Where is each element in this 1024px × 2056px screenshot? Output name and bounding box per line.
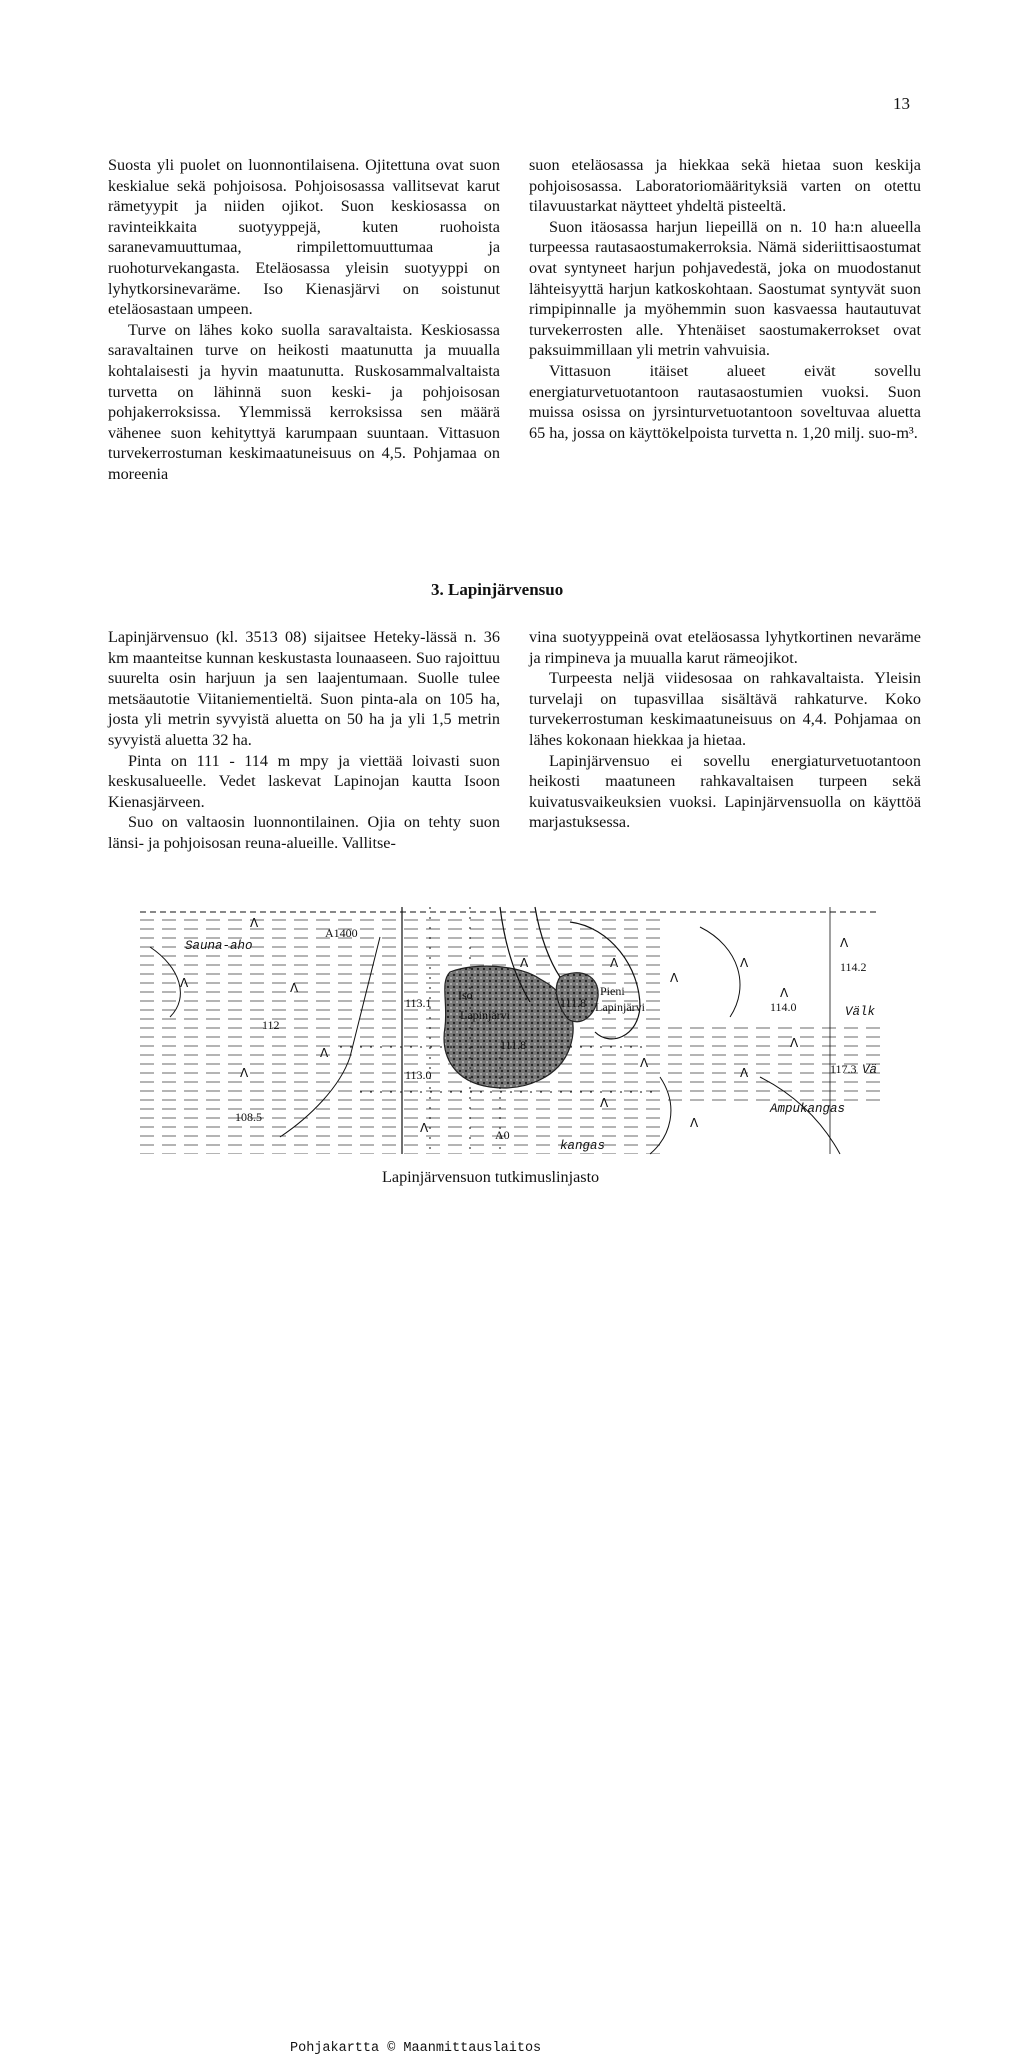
paragraph: Vittasuon itäiset alueet eivät sovellu energiaturvetuotantoon rautasaostumien vuoksi. Suon muissa osissa on jyrsinturvetuotantoon soveltuvaa aluetta 65 ha, jossa on käyttökelpoista turvetta n. 1,20 milj. suo-m³. — [529, 361, 921, 442]
map-caption: Lapinjärvensuon tutkimuslinjasto — [382, 1168, 600, 1186]
map-label-lapinjarvi-2: Lapinjärvi — [595, 1000, 645, 1014]
svg-text:Λ: Λ — [740, 956, 749, 970]
svg-text:Λ: Λ — [840, 936, 849, 950]
svg-text:Λ: Λ — [670, 971, 679, 985]
map-label-elev-114-2: 114.2 — [840, 960, 867, 974]
svg-text:Λ: Λ — [740, 1066, 749, 1080]
page-number: 13 — [893, 94, 910, 113]
section2-right-column — [529, 627, 921, 833]
svg-text:Λ: Λ — [240, 1066, 249, 1080]
svg-text:Λ: Λ — [640, 1056, 649, 1070]
svg-text:Λ: Λ — [290, 981, 299, 995]
map-graphic — [140, 907, 880, 1154]
section2-left-column — [108, 627, 500, 854]
svg-text:Λ: Λ — [250, 916, 259, 930]
paragraph: Suon itäosassa harjun liepeillä on n. 10 ha:n alueella turpeessa rautasaostumakerroksia. Nämä sideriittisaostumat ovat syntyneet harjun pohjavedestä, joka on muodostanut lähteisyyttä harjun katkoskohtaan. Saostumat syntyvät suon rimpipinnalle ja myöhemmin suon kasvaessa hautautuvat turvekerrosten alle. Yhtenäiset saostumakerrokset ovat paksuimmillaan yli metrin vahvuisia. — [529, 217, 921, 360]
section1-left-column — [108, 155, 500, 485]
section-heading: 3. Lapinjärvensuo — [431, 580, 564, 599]
map-label-valk: Välk — [845, 1005, 876, 1019]
map-label-a0: A0 — [495, 1128, 510, 1142]
map-label-sauna-aho: Sauna-aho — [185, 939, 253, 953]
paragraph: suon eteläosassa ja hiekkaa sekä hietaa suon keskija pohjoisosassa. Laboratoriomäärityksiä varten on otettu tilavuustarkat näytteet yhdeltä pisteeltä. — [529, 156, 921, 216]
map-label-elev-112: 112 — [262, 1018, 280, 1032]
svg-text:Λ: Λ — [320, 1046, 329, 1060]
map-label-kangas: kangas — [560, 1139, 606, 1153]
svg-text:Λ: Λ — [780, 986, 789, 1000]
map-label-elev-113-1: 113.1 — [405, 996, 432, 1010]
section1-right-column — [529, 155, 921, 443]
paragraph: Pinta on 111 - 114 m mpy ja viettää loivasti suon keskusalueelle. Vedet laskevat Lapinojan kautta Isoon Kienasjärveen. — [108, 751, 500, 811]
svg-text:Λ: Λ — [690, 1116, 699, 1130]
map-label-elev-117: 117.3 — [830, 1062, 857, 1076]
map-label-elev-114-0: 114.0 — [770, 1000, 797, 1014]
map-label-iso: Iso — [458, 988, 473, 1002]
paragraph: Turve on lähes koko suolla saravaltaista. Keskiosassa saravaltainen turve on heikosti maatunutta ja muualla kohtalaisesti ja hyvin maatunutta. Ruskosammalvaltaista turvetta on lähinnä suon keski- ja pohjoisosan pohjakerroksissa. Ylemmissä kerroksissa sen määrä vähenee suon kehityttyä karumpaan suuntaan. Vittasuon turvekerrostuman keskimaatuneisuus on 4,5. Pohjamaa on moreenia — [108, 320, 500, 483]
map-credit: Pohjakartta © Maanmittauslaitos — [286, 2041, 545, 2056]
map-label-va: Vä — [862, 1063, 878, 1077]
paragraph: Suo on valtaosin luonnontilainen. Ojia on tehty suon länsi- ja pohjoisosan reuna-alueille. Vallitse- — [108, 813, 500, 852]
svg-text:Λ: Λ — [600, 1096, 609, 1110]
svg-text:Λ: Λ — [790, 1036, 799, 1050]
svg-text:Λ: Λ — [610, 956, 619, 970]
map-label-lapinjarvi: Lapinjärvi — [460, 1008, 510, 1022]
paragraph: Turpeesta neljä viidesosaa on rahkavaltaista. Yleisin turvelaji on tupasvillaa sisältävä rahkaturve. Koko turvekerrostuman keskimaatuneisuus on 4,4. Pohjamaa on lähes kokonaan hiekkaa ja hietaa. — [529, 669, 921, 749]
map-label-pieni: Pieni — [600, 984, 625, 998]
svg-text:Λ: Λ — [520, 956, 529, 970]
paragraph: Suosta yli puolet on luonnontilaisena. Ojitettuna ovat suon keskialue sekä pohjoisosa. Pohjoisosassa vallitsevat karut rämetyypit ja niiden ojikot. Suon keskiosassa on ravinteikkaita suotyyppejä, kuten ruohoista saranevamuuttumaa, rimpilettomuuttumaa ja ruohoturvekangasta. Eteläosassa yleisin suotyyppi on lyhytkorsinevaräme. Iso Kienasjärvi on soistunut eteläosastaan umpeen. — [108, 156, 500, 319]
paragraph: vina suotyyppeinä ovat eteläosassa lyhytkortinen nevaräme ja rimpineva ja muualla karut rämeojikot. — [529, 628, 921, 667]
svg-text:Λ: Λ — [420, 1121, 429, 1135]
svg-text:Λ: Λ — [180, 976, 189, 990]
map-label-elev-113-0: 113.0 — [405, 1068, 432, 1082]
paragraph: Lapinjärvensuo ei sovellu energiaturvetuotantoon heikosti maatuneen rahkavaltaisen turpeen sekä kuivatusvaikeuksien vuoksi. Lapinjärvensuolla on käyttöä marjastuksessa. — [529, 751, 921, 832]
map-label-ampukangas: Ampukangas — [770, 1102, 846, 1116]
paragraph: Lapinjärvensuo (kl. 3513 08) sijaitsee Heteky-lässä n. 36 km maanteitse kunnan keskustasta lounaaseen. Suo rajoittuu suurelta osin harjuun ja sen laajentumaan. Suolle tulee metsäautotie Viitaniementieltä. Suon pinta-ala on 105 ha, josta yli metrin syvyistä aluetta on 50 ha ja yli 1,5 metrin syvyistä aluetta 32 ha. — [108, 628, 500, 749]
map-label-elev-108: 108.5 — [235, 1110, 262, 1124]
map-label-elev-111-b: 111.8 — [560, 996, 587, 1010]
map-label-a1400: A1400 — [325, 926, 358, 940]
map-label-elev-111: 111.8 — [500, 1038, 527, 1052]
